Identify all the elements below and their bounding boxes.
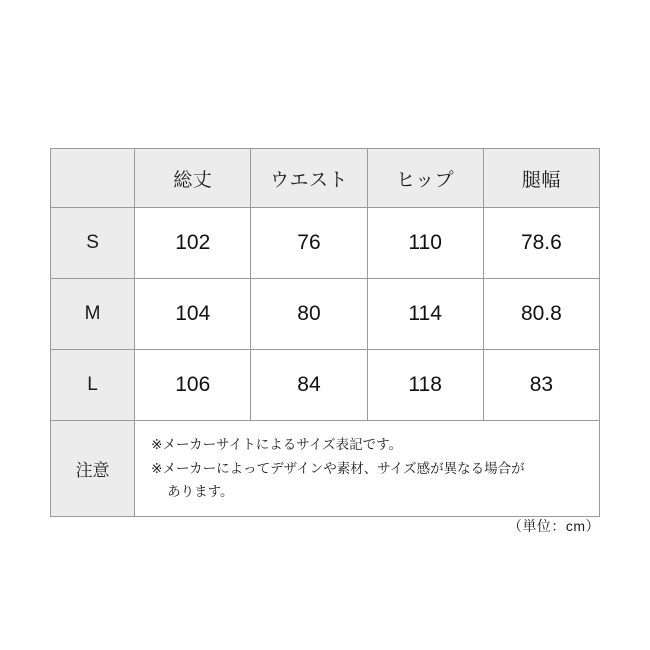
table-header-row [51,149,600,208]
cell-l-waist: 84 [251,350,367,421]
cell-l-hip: 118 [367,350,483,421]
cell-m-thigh-width: 80.8 [483,279,599,350]
cell-s-hip: 110 [367,208,483,279]
size-table [50,148,600,517]
cell-l-thigh-width: 83 [483,350,599,421]
row-label-s: S [51,208,135,279]
note-body [135,421,600,517]
table-row [51,350,600,421]
table-row [51,279,600,350]
unit-caption: （単位：cm） [507,518,600,534]
column-header-total-length: 総丈 [135,149,251,208]
row-label-l: L [51,350,135,421]
cell-s-thigh-width: 78.6 [483,208,599,279]
table-note-row [51,421,600,517]
note-line-2: ※メーカーによってデザインや素材、サイズ感が異なる場合が [151,460,525,476]
column-header-thigh-width: 腿幅 [483,149,599,208]
note-line-1: ※メーカーサイトによるサイズ表記です。 [151,437,403,452]
cell-l-total-length: 106 [135,350,251,421]
row-label-m: M [51,279,135,350]
cell-m-waist: 80 [251,279,367,350]
column-header-hip: ヒップ [367,149,483,208]
cell-m-hip: 114 [367,279,483,350]
cell-s-waist: 76 [251,208,367,279]
column-header-waist: ウエスト [251,149,367,208]
size-table-header [51,149,600,208]
table-row [51,208,600,279]
size-table-container [50,148,600,517]
note-line-3: あります。 [167,484,234,500]
size-table-body [51,208,600,517]
table-corner-cell [51,149,135,208]
cell-s-total-length: 102 [135,208,251,279]
cell-m-total-length: 104 [135,279,251,350]
note-label: 注意 [51,421,135,517]
